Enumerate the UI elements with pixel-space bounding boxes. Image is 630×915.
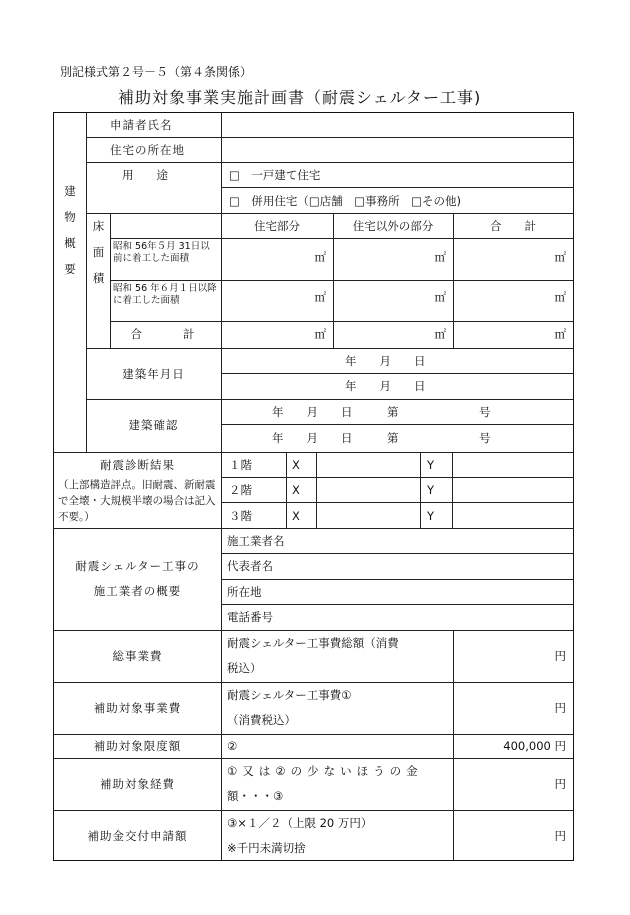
y-label: Y xyxy=(427,509,435,523)
confirmation-label: 建築確認 xyxy=(128,418,179,432)
expense-value[interactable]: 円 xyxy=(554,777,566,791)
limit-value: 400,000 円 xyxy=(503,739,566,753)
col-other: 住宅以外の部分 xyxy=(352,219,434,233)
divider xyxy=(53,528,574,529)
built-date-label: 建築年月日 xyxy=(122,367,185,381)
divider xyxy=(221,553,573,554)
divider xyxy=(86,348,573,349)
use-label: 用 途 xyxy=(122,168,168,182)
request-desc: ③×１／２（上限 20 万円） xyxy=(227,816,373,830)
divider xyxy=(221,424,573,425)
x-label: X xyxy=(292,458,300,472)
contractor-title-line2: 施工業者の概要 xyxy=(93,584,182,598)
divider xyxy=(110,280,573,281)
divider xyxy=(53,452,574,453)
section-label-char: 建 xyxy=(64,184,76,198)
divider xyxy=(110,238,573,239)
divider xyxy=(316,452,317,528)
use-option-detached[interactable]: □ 一戸建て住宅 xyxy=(229,168,321,182)
area-unit[interactable]: ㎡ xyxy=(314,327,326,341)
floor-label: ３階 xyxy=(229,509,252,523)
divider xyxy=(221,187,573,188)
contractor-field-address[interactable]: 所在地 xyxy=(227,585,262,599)
diagnosis-title: 耐震診断結果 xyxy=(100,458,175,472)
divider xyxy=(221,579,573,580)
area-unit[interactable]: ㎡ xyxy=(434,327,446,341)
subsidy-cost-desc: 耐震シェルター工事費① xyxy=(227,688,352,702)
divider xyxy=(452,452,453,528)
expense-desc: 額・・・③ xyxy=(227,789,284,803)
subsidy-cost-desc: （消費税込） xyxy=(227,713,296,727)
divider xyxy=(221,604,573,605)
area-unit[interactable]: ㎡ xyxy=(554,290,566,304)
x-label: X xyxy=(292,509,300,523)
divider xyxy=(286,452,287,528)
request-value[interactable]: 円 xyxy=(554,829,566,843)
area-unit[interactable]: ㎡ xyxy=(554,250,566,264)
divider xyxy=(333,213,334,348)
divider xyxy=(86,213,573,214)
divider xyxy=(110,321,573,322)
built-date-field[interactable]: 年 月 日 xyxy=(345,354,426,368)
section-label-char: 要 xyxy=(64,262,76,276)
floor-area-char: 積 xyxy=(92,271,105,285)
confirmation-field[interactable]: 年 月 日 第 号 xyxy=(272,405,491,419)
divider xyxy=(221,477,573,478)
contractor-title-line1: 耐震シェルター工事の xyxy=(75,559,200,573)
total-cost-value[interactable]: 円 xyxy=(554,649,566,663)
contractor-field-rep[interactable]: 代表者名 xyxy=(227,559,273,573)
diagnosis-note: （上部構造評点。旧耐震、新耐震で全壊・大規模半壊の場合は記入不要。） xyxy=(58,479,216,523)
divider xyxy=(453,630,454,861)
y-label: Y xyxy=(427,483,435,497)
form-reference: 別記様式第２号－５（第４条関係） xyxy=(60,65,253,79)
divider xyxy=(86,137,573,138)
limit-mark: ② xyxy=(227,739,238,753)
contractor-field-phone[interactable]: 電話番号 xyxy=(227,610,273,624)
divider xyxy=(86,399,573,400)
divider xyxy=(53,734,574,735)
area-unit[interactable]: ㎡ xyxy=(434,250,446,264)
divider xyxy=(420,452,421,528)
divider xyxy=(53,810,574,811)
expense-label: 補助対象経費 xyxy=(100,777,175,791)
divider xyxy=(53,758,574,759)
subsidy-cost-value[interactable]: 円 xyxy=(554,701,566,715)
use-option-mixed[interactable]: □ 併用住宅（□店舗 □事務所 □その他) xyxy=(229,194,461,208)
section-label-char: 物 xyxy=(64,210,76,224)
floor-label: ２階 xyxy=(229,483,252,497)
col-residential: 住宅部分 xyxy=(254,219,300,233)
subsidy-cost-label: 補助対象事業費 xyxy=(93,701,182,715)
area-unit[interactable]: ㎡ xyxy=(314,290,326,304)
applicant-name-field[interactable] xyxy=(223,114,572,136)
divider xyxy=(221,373,573,374)
section-label-char: 概 xyxy=(64,236,76,250)
total-cost-desc: 耐震シェルター工事費総額（消費 xyxy=(227,636,399,650)
contractor-field-name[interactable]: 施工業者名 xyxy=(227,534,285,548)
confirmation-field[interactable]: 年 月 日 第 号 xyxy=(272,431,491,445)
limit-label: 補助対象限度額 xyxy=(93,739,182,753)
y-label: Y xyxy=(427,458,435,472)
area-unit[interactable]: ㎡ xyxy=(434,290,446,304)
divider xyxy=(86,162,573,163)
row-after-label: 昭和 56 年６月１日以降に着工した面積 xyxy=(113,283,217,306)
page-title: 補助対象事業実施計画書（耐震シェルター工事) xyxy=(118,88,482,107)
area-unit[interactable]: ㎡ xyxy=(314,250,326,264)
request-label: 補助金交付申請額 xyxy=(87,829,188,843)
x-label: X xyxy=(292,483,300,497)
area-unit[interactable]: ㎡ xyxy=(554,327,566,341)
divider xyxy=(53,630,574,631)
built-date-field[interactable]: 年 月 日 xyxy=(345,379,426,393)
total-cost-desc: 税込） xyxy=(227,661,262,675)
floor-area-char: 面 xyxy=(92,245,105,259)
request-desc: ※千円未満切捨 xyxy=(227,841,306,855)
total-cost-label: 総事業費 xyxy=(112,649,163,663)
row-before-label: 昭和 56年５月 31日以前に着工した面積 xyxy=(113,241,210,264)
row-total-label: 合 計 xyxy=(130,327,201,341)
col-total: 合 計 xyxy=(490,219,536,233)
floor-area-char: 床 xyxy=(92,219,105,233)
divider xyxy=(221,502,573,503)
divider xyxy=(453,213,454,348)
expense-desc: ①又は②の少ないほうの金 xyxy=(227,764,423,778)
floor-label: １階 xyxy=(229,458,252,472)
address-label: 住宅の所在地 xyxy=(110,143,185,157)
applicant-name-label: 申請者氏名 xyxy=(110,118,173,132)
address-field[interactable] xyxy=(223,139,572,161)
divider xyxy=(53,682,574,683)
